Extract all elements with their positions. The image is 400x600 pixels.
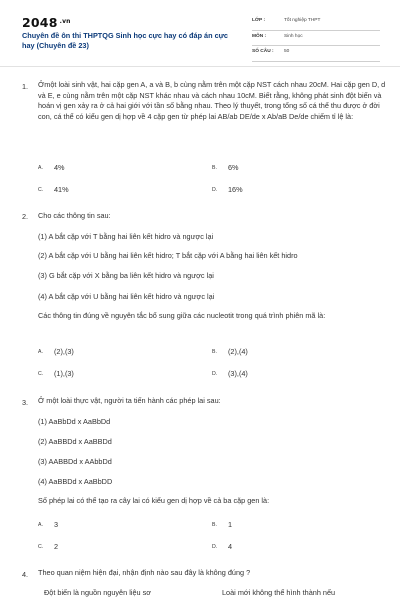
option-a[interactable]: (2),(3) xyxy=(54,347,74,356)
meta-row-grade xyxy=(252,15,380,31)
meta-value: Tốt nghiệp THPT xyxy=(284,18,321,23)
option-c[interactable]: 41% xyxy=(54,185,69,194)
statement: (3) G bắt cặp với X bằng ba liên kết hidro và ngược lại xyxy=(38,271,214,280)
option-label: D. xyxy=(212,187,218,193)
meta-value: 50 xyxy=(284,49,290,54)
option-label: C. xyxy=(38,371,44,377)
option-d[interactable]: 4 xyxy=(228,542,233,551)
question-text: Ởmột loài sinh vật, hai cặp gen A, a và B, b cùng nằm trên một cặp NST cách nhau 20cM. Hai cặp gen D, d và E, e cùng nằm trên một cặp NST khác nhau và cách nhau 10cM. Biết rằng, không phát sinh đột biến và hoán vị gen xảy ra ở cả hai giới với tần số bằng nhau. Theo lý thuyết, trong tổng số cá thể thu được ở đời con, cá thể có kiểu gen dị hợp về 4 cặp gen từ phép lai AB/ab DE/de x Ab/aB De/de chiếm tỉ lệ là: xyxy=(38,80,386,121)
option-c[interactable]: (1),(3) xyxy=(54,369,74,378)
meta-value: Sinh học xyxy=(284,33,303,39)
option-a[interactable]: Đột biến là nguồn nguyên liệu sơ xyxy=(44,588,152,597)
document-meta xyxy=(252,15,380,62)
statement: (1) AaBbDd x AaBbDd xyxy=(38,417,111,426)
option-b[interactable]: Loài mới không thể hình thành nếu xyxy=(222,588,336,597)
statement: (1) A bắt cặp với T bằng hai liên kết hidro và ngược lại xyxy=(38,232,214,241)
question-number: 4. xyxy=(22,570,29,579)
question-number: 2. xyxy=(22,212,29,221)
option-label: D. xyxy=(212,371,218,377)
site-logo[interactable]: 2048 $^{.vn}$ xyxy=(22,15,71,30)
option-label: C. xyxy=(38,544,44,550)
meta-row-count xyxy=(252,46,380,62)
meta-row-subject xyxy=(252,31,380,47)
statement: (4) AaBBDd x AaBbDD xyxy=(38,477,113,486)
meta-label: MÔN : xyxy=(252,33,267,39)
question-text: Theo quan niệm hiện đại, nhận định nào sau đây là không đúng ? xyxy=(38,568,251,577)
statement: (3) AABBDd x AAbbDd xyxy=(38,457,112,466)
option-label: A. xyxy=(38,349,43,355)
document-title: Chuyên đề ôn thi THPTQG Sinh học cực hay có đáp án cực hay (Chuyên đề 23) xyxy=(22,31,228,50)
document-header xyxy=(0,0,400,62)
option-c[interactable]: 2 xyxy=(54,542,59,551)
question-prompt: Số phép lai có thể tạo ra cây lai có kiểu gen dị hợp về cả ba cặp gen là: xyxy=(38,496,270,505)
option-b[interactable]: 1 xyxy=(228,520,233,529)
option-a[interactable]: 3 xyxy=(54,520,59,529)
option-label: C. xyxy=(38,187,44,193)
option-label: A. xyxy=(38,165,43,171)
header-divider xyxy=(0,66,400,67)
option-label: B. xyxy=(212,522,217,528)
option-label: B. xyxy=(212,349,217,355)
statement: (2) A bắt cặp với U bằng hai liên kết hidro; T bắt cặp với A bằng hai liên kết hidro xyxy=(38,251,298,260)
option-label: A. xyxy=(38,522,43,528)
option-label: B. xyxy=(212,165,217,171)
meta-label: LỚP : xyxy=(252,18,266,23)
question-number: 1. xyxy=(22,82,29,91)
question-prompt: Các thông tin đúng về nguyên tắc bổ sung giữa các nucleotit trong quá trình phiên mã là: xyxy=(38,311,326,320)
question-text: Cho các thông tin sau: xyxy=(38,211,111,220)
option-b[interactable]: 6% xyxy=(228,163,239,172)
statement: (4) A bắt cặp với U bằng hai liên kết hidro và ngược lại xyxy=(38,292,215,301)
question-text: Ở một loài thực vật, người ta tiến hành các phép lai sau: xyxy=(38,396,221,405)
statement: (2) AaBBDd x AaBBDd xyxy=(38,437,112,446)
option-d[interactable]: 16% xyxy=(228,185,243,194)
option-label: D. xyxy=(212,544,218,550)
option-b[interactable]: (2),(4) xyxy=(228,347,248,356)
option-d[interactable]: (3),(4) xyxy=(228,369,248,378)
meta-label: SỐ CÂU : xyxy=(252,49,274,54)
option-a[interactable]: 4% xyxy=(54,163,65,172)
question-number: 3. xyxy=(22,398,29,407)
